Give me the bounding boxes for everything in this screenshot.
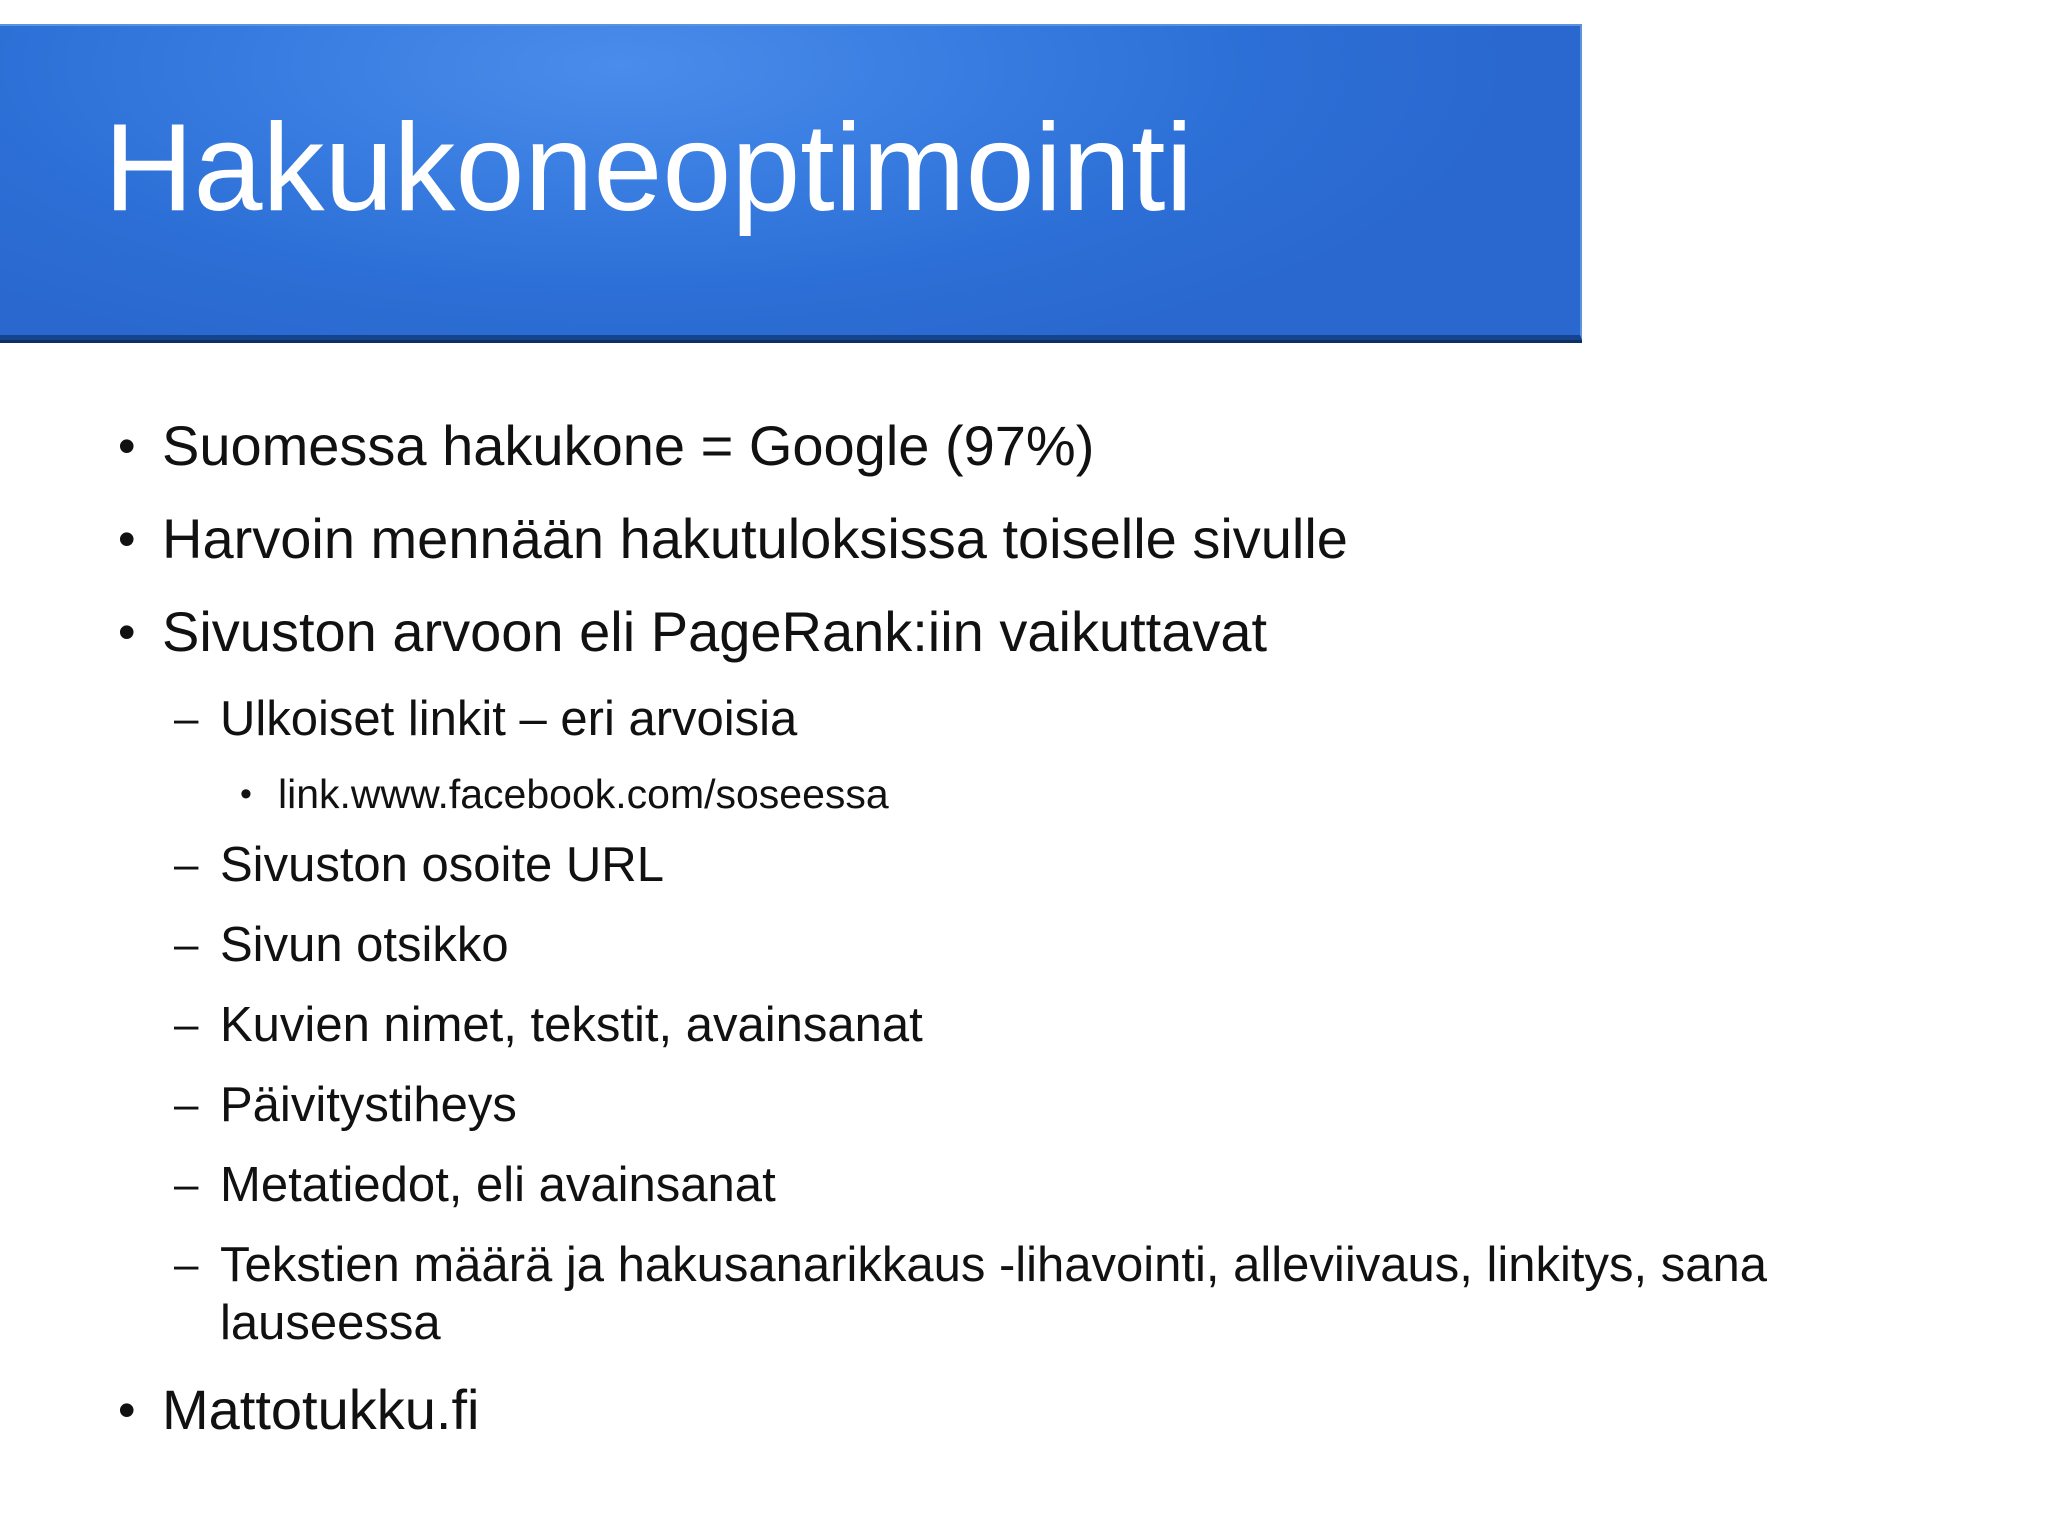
- dash-marker: –: [174, 1000, 199, 1049]
- sub-bullet-item: [174, 916, 509, 974]
- bullet-marker: •: [118, 511, 136, 567]
- bullet-item: [118, 507, 1348, 570]
- sub-bullet-text: Ulkoiset linkit – eri arvoisia: [220, 692, 798, 746]
- sub-bullet-item: [174, 690, 798, 748]
- bullet-item: [118, 1378, 480, 1441]
- bullet-marker: •: [240, 775, 252, 813]
- dash-marker: –: [174, 694, 199, 743]
- sub-bullet-text: Sivuston osoite URL: [220, 838, 664, 892]
- dash-marker: –: [174, 840, 199, 889]
- slide-title: Hakukoneoptimointi: [104, 99, 1194, 237]
- sub-sub-bullet-text: link.www.facebook.com/soseessa: [278, 771, 889, 817]
- sub-bullet-text: Kuvien nimet, tekstit, avainsanat: [220, 998, 923, 1052]
- bullet-item: [118, 414, 1095, 477]
- bullet-text: Suomessa hakukone = Google (97%): [162, 414, 1095, 477]
- sub-bullet-text: Metatiedot, eli avainsanat: [220, 1158, 776, 1212]
- sub-bullet-item: [174, 1076, 517, 1134]
- sub-bullet-item: [174, 996, 923, 1054]
- dash-marker: –: [174, 920, 199, 969]
- sub-bullet-text: Tekstien määrä ja hakusanarikkaus -lihavointi, alleviivaus, linkitys, sana lauseessa: [220, 1238, 1767, 1350]
- sub-bullet-text: Sivun otsikko: [220, 918, 509, 972]
- bullet-marker: •: [118, 604, 136, 660]
- dash-marker: –: [174, 1160, 199, 1209]
- bullet-marker: •: [118, 418, 136, 474]
- bullet-text: Harvoin mennään hakutuloksissa toiselle sivulle: [162, 507, 1348, 570]
- sub-bullet-item: [174, 1156, 776, 1214]
- sub-sub-bullet-item: [240, 770, 889, 818]
- bullet-text: Mattotukku.fi: [162, 1378, 480, 1441]
- dash-marker: –: [174, 1080, 199, 1129]
- sub-bullet-item: [174, 1236, 1940, 1352]
- bullet-item: [118, 600, 1268, 663]
- sub-bullet-text: Päivitystiheys: [220, 1078, 517, 1132]
- sub-bullet-item: [174, 836, 664, 894]
- bullet-text: Sivuston arvoon eli PageRank:iin vaikuttavat: [162, 600, 1268, 663]
- dash-marker: –: [174, 1240, 199, 1289]
- bullet-marker: •: [118, 1382, 136, 1438]
